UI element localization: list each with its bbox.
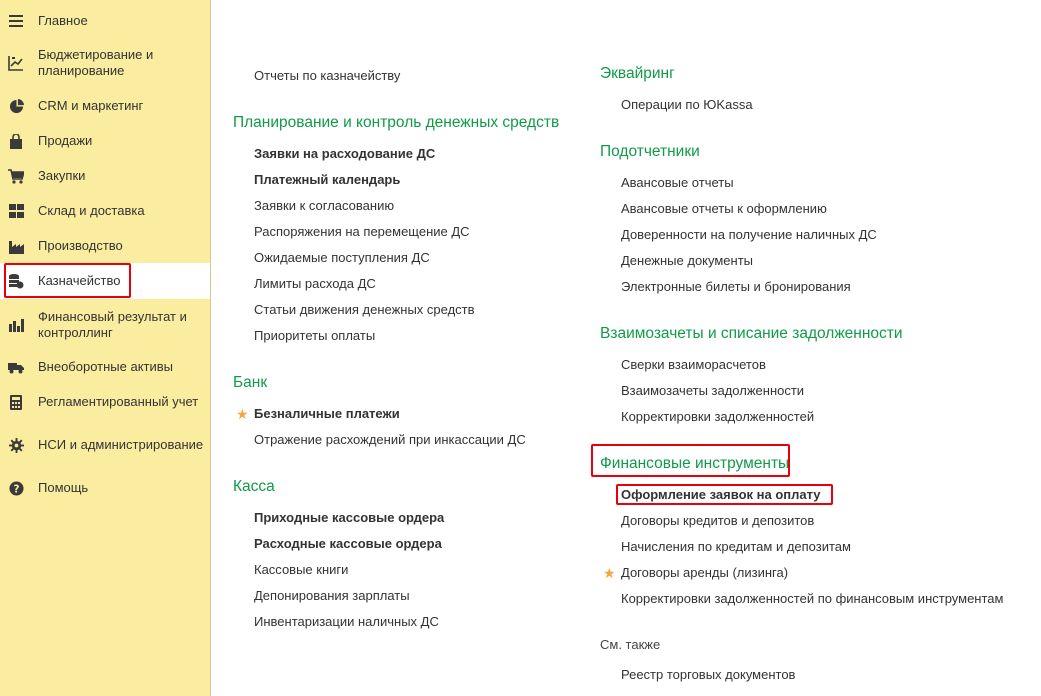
link-cashless-payments[interactable]: Безналичные платежи (254, 406, 400, 421)
sidebar-item-nsi-admin[interactable] (0, 428, 210, 462)
gear-icon (8, 437, 24, 453)
section-title-bank: Банк (233, 374, 268, 391)
link-financial-instrument-adjustments[interactable]: Корректировки задолженностей по финансовым инструментам (621, 591, 1004, 606)
section-title-cash: Касса (233, 478, 275, 495)
link-cash-receipt-orders[interactable]: Приходные кассовые ордера (254, 510, 445, 525)
link-monetary-documents[interactable]: Денежные документы (621, 253, 754, 268)
help-icon (8, 480, 24, 496)
sidebar-item-regulated-accounting[interactable] (0, 393, 210, 411)
link-cash-books[interactable]: Кассовые книги (254, 562, 349, 577)
section-title-see-also: См. также (600, 637, 661, 652)
financial-instruments-highlight-frame (591, 444, 790, 477)
link-cash-power-of-attorney[interactable]: Доверенности на получение наличных ДС (621, 227, 877, 242)
sidebar-item-label: Закупки (38, 168, 86, 183)
link-payment-request-processing[interactable]: Оформление заявок на оплату (621, 487, 821, 502)
treasury-section-panel (211, 0, 1041, 696)
link-yukassa-operations[interactable]: Операции по ЮKassa (621, 97, 753, 112)
bar-chart-icon (8, 317, 24, 333)
calculator-icon (8, 394, 24, 410)
link-collection-discrepancies[interactable]: Отражение расхождений при инкассации ДС (254, 432, 526, 447)
sidebar-item-label: Внеоборотные активы (38, 359, 174, 374)
link-cash-flow-items[interactable]: Статьи движения денежных средств (254, 302, 475, 317)
sidebar-item-label: Главное (38, 13, 88, 28)
shopping-cart-icon (8, 168, 24, 184)
sidebar-item-main[interactable] (0, 12, 210, 30)
pie-chart-icon (8, 98, 24, 114)
svg-text:?: ? (13, 482, 19, 495)
section-title-planning: Планирование и контроль денежных средств (233, 114, 560, 131)
sidebar-item-label: Производство (38, 238, 123, 253)
star-icon[interactable]: ★ (603, 565, 616, 581)
sidebar-item-financial-result[interactable] (0, 308, 210, 342)
link-debt-offsets[interactable]: Взаимозачеты задолженности (621, 383, 805, 398)
sidebar-item-label: Финансовый результат и контроллинг (38, 309, 187, 340)
sidebar-item-label: Помощь (38, 480, 89, 495)
truck-icon (8, 359, 24, 375)
sidebar-item-production[interactable] (0, 237, 210, 255)
link-spending-limits[interactable]: Лимиты расхода ДС (254, 276, 376, 291)
link-reconciliations[interactable]: Сверки взаиморасчетов (621, 357, 766, 372)
warehouse-grid-icon (8, 203, 24, 219)
section-title-accountable: Подотчетники (600, 143, 700, 160)
section-title-financial-instruments: Финансовые инструменты (600, 455, 790, 472)
link-cash-expense-orders[interactable]: Расходные кассовые ордера (254, 536, 442, 551)
link-e-tickets[interactable]: Электронные билеты и бронирования (621, 279, 851, 294)
sidebar-item-help[interactable] (0, 479, 210, 497)
menu-icon (8, 13, 24, 29)
link-treasury-reports[interactable]: Отчеты по казначейству (254, 68, 401, 83)
link-transfer-orders[interactable]: Распоряжения на перемещение ДС (254, 224, 470, 239)
link-loan-accruals[interactable]: Начисления по кредитам и депозитам (621, 539, 851, 554)
link-expected-receipts[interactable]: Ожидаемые поступления ДС (254, 250, 430, 265)
link-loan-deposit-contracts[interactable]: Договоры кредитов и депозитов (621, 513, 815, 528)
link-cash-inventory[interactable]: Инвентаризации наличных ДС (254, 614, 439, 629)
link-trade-documents-registry[interactable]: Реестр торговых документов (621, 667, 796, 682)
sidebar-item-label: Склад и доставка (38, 203, 145, 218)
link-debt-adjustments[interactable]: Корректировки задолженностей (621, 409, 815, 424)
link-advance-reports[interactable]: Авансовые отчеты (621, 175, 734, 190)
sidebar-item-label: Продажи (38, 133, 93, 148)
section-title-offsets: Взаимозачеты и списание задолженности (600, 325, 903, 342)
payment-request-highlight-frame (616, 484, 833, 505)
sidebar-item-purchases[interactable] (0, 167, 210, 185)
link-lease-contracts[interactable]: Договоры аренды (лизинга) (621, 565, 789, 580)
budget-chart-icon (8, 55, 24, 71)
sidebar-item-label: НСИ и администрирование (38, 437, 204, 452)
link-payment-priorities[interactable]: Приоритеты оплаты (254, 328, 376, 343)
sidebar (0, 0, 211, 696)
sidebar-item-label: Регламентированный учет (38, 394, 199, 409)
sidebar-item-label: CRM и маркетинг (38, 98, 144, 113)
link-requests-for-approval[interactable]: Заявки к согласованию (254, 198, 395, 213)
sidebar-item-label: Казначейство (38, 273, 121, 288)
link-salary-deposits[interactable]: Депонирования зарплаты (254, 588, 410, 603)
sidebar-item-crm[interactable] (0, 97, 210, 115)
factory-icon (8, 238, 24, 254)
sidebar-item-warehouse[interactable] (0, 202, 210, 220)
sidebar-item-sales[interactable] (0, 132, 210, 150)
sidebar-item-budgeting[interactable] (0, 46, 210, 80)
treasury-highlight-frame (4, 263, 131, 298)
star-icon[interactable]: ★ (236, 406, 249, 422)
link-payment-calendar[interactable]: Платежный календарь (254, 172, 401, 187)
link-spending-requests[interactable]: Заявки на расходование ДС (254, 146, 436, 161)
section-title-acquiring: Эквайринг (600, 65, 675, 82)
link-advance-reports-pending[interactable]: Авансовые отчеты к оформлению (621, 201, 827, 216)
sidebar-item-label: Бюджетирование и планирование (38, 47, 154, 78)
sidebar-item-fixed-assets[interactable] (0, 358, 210, 376)
shopping-bag-icon (8, 133, 24, 149)
